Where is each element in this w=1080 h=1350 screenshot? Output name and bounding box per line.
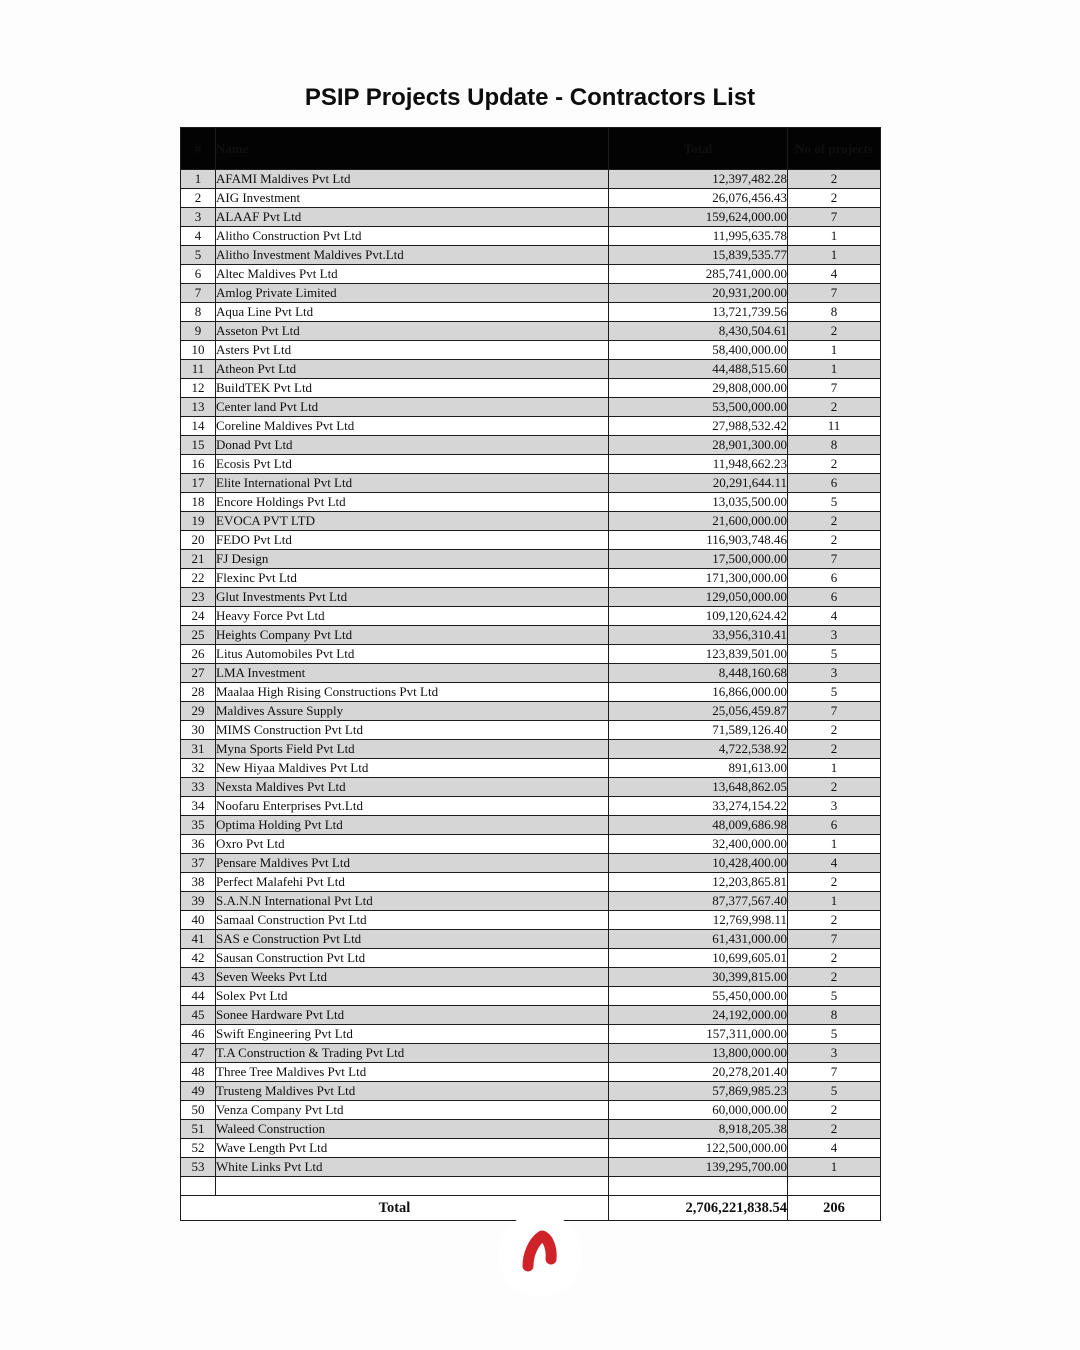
row-index: 40	[181, 911, 216, 930]
project-count: 7	[788, 208, 881, 227]
contractor-name: White Links Pvt Ltd	[216, 1158, 609, 1177]
row-index: 48	[181, 1063, 216, 1082]
row-index: 15	[181, 436, 216, 455]
project-count: 2	[788, 778, 881, 797]
contractor-total: 12,203,865.81	[609, 873, 788, 892]
row-index: 36	[181, 835, 216, 854]
col-header-total: Total	[609, 128, 788, 170]
header-row	[181, 128, 881, 170]
contractor-name: SAS e Construction Pvt Ltd	[216, 930, 609, 949]
table-row	[181, 892, 881, 911]
row-index: 19	[181, 512, 216, 531]
contractor-total: 16,866,000.00	[609, 683, 788, 702]
table-row	[181, 645, 881, 664]
contractor-total: 171,300,000.00	[609, 569, 788, 588]
contractor-total: 30,399,815.00	[609, 968, 788, 987]
project-count: 1	[788, 246, 881, 265]
table-row	[181, 417, 881, 436]
contractor-total: 109,120,624.42	[609, 607, 788, 626]
contractor-name: Glut Investments Pvt Ltd	[216, 588, 609, 607]
project-count: 2	[788, 740, 881, 759]
table-row	[181, 930, 881, 949]
row-index: 26	[181, 645, 216, 664]
row-index: 27	[181, 664, 216, 683]
contractor-total: 48,009,686.98	[609, 816, 788, 835]
contractor-name: Venza Company Pvt Ltd	[216, 1101, 609, 1120]
project-count: 1	[788, 835, 881, 854]
contractor-name: Center land Pvt Ltd	[216, 398, 609, 417]
contractor-total: 13,648,862.05	[609, 778, 788, 797]
contractor-total: 44,488,515.60	[609, 360, 788, 379]
contractor-total: 12,769,998.11	[609, 911, 788, 930]
project-count: 8	[788, 1006, 881, 1025]
project-count: 5	[788, 683, 881, 702]
contractor-total: 891,613.00	[609, 759, 788, 778]
contractor-name: S.A.N.N International Pvt Ltd	[216, 892, 609, 911]
project-count: 2	[788, 873, 881, 892]
row-index: 1	[181, 170, 216, 189]
row-index: 7	[181, 284, 216, 303]
contractor-total: 20,291,644.11	[609, 474, 788, 493]
table-header	[181, 128, 881, 170]
table-row	[181, 1025, 881, 1044]
table-row	[181, 1063, 881, 1082]
contractor-total: 33,956,310.41	[609, 626, 788, 645]
contractor-name: Litus Automobiles Pvt Ltd	[216, 645, 609, 664]
contractor-total: 139,295,700.00	[609, 1158, 788, 1177]
row-index: 10	[181, 341, 216, 360]
table-row	[181, 284, 881, 303]
contractor-total: 27,988,532.42	[609, 417, 788, 436]
contractor-name: Altec Maldives Pvt Ltd	[216, 265, 609, 284]
project-count: 5	[788, 1025, 881, 1044]
contractor-total: 157,311,000.00	[609, 1025, 788, 1044]
col-header-projects: No of projects	[788, 128, 881, 170]
row-index: 23	[181, 588, 216, 607]
contractor-total: 285,741,000.00	[609, 265, 788, 284]
contractors-table	[180, 127, 881, 1221]
table-row	[181, 1006, 881, 1025]
contractor-name: MIMS Construction Pvt Ltd	[216, 721, 609, 740]
table-row	[181, 1044, 881, 1063]
project-count: 1	[788, 360, 881, 379]
empty-row	[181, 1177, 881, 1196]
project-count: 5	[788, 493, 881, 512]
contractor-name: Swift Engineering Pvt Ltd	[216, 1025, 609, 1044]
contractor-name: Nexsta Maldives Pvt Ltd	[216, 778, 609, 797]
table-row	[181, 1158, 881, 1177]
contractor-total: 60,000,000.00	[609, 1101, 788, 1120]
red-swoosh-logo	[495, 1205, 585, 1295]
contractor-name: Alitho Investment Maldives Pvt.Ltd	[216, 246, 609, 265]
contractor-total: 61,431,000.00	[609, 930, 788, 949]
project-count: 2	[788, 1120, 881, 1139]
contractor-total: 11,995,635.78	[609, 227, 788, 246]
row-index: 20	[181, 531, 216, 550]
table-row	[181, 797, 881, 816]
table-row	[181, 550, 881, 569]
project-count: 7	[788, 379, 881, 398]
contractor-name: Wave Length Pvt Ltd	[216, 1139, 609, 1158]
table-row	[181, 588, 881, 607]
table-row	[181, 512, 881, 531]
row-index: 41	[181, 930, 216, 949]
table-row	[181, 360, 881, 379]
contractor-name: LMA Investment	[216, 664, 609, 683]
table-row	[181, 265, 881, 284]
contractor-name: AFAMI Maldives Pvt Ltd	[216, 170, 609, 189]
project-count: 6	[788, 569, 881, 588]
row-index: 42	[181, 949, 216, 968]
table-row	[181, 398, 881, 417]
table-body	[181, 170, 881, 1177]
table-row	[181, 949, 881, 968]
table-row	[181, 227, 881, 246]
row-index: 34	[181, 797, 216, 816]
row-index: 37	[181, 854, 216, 873]
row-index: 47	[181, 1044, 216, 1063]
row-index: 16	[181, 455, 216, 474]
contractor-total: 53,500,000.00	[609, 398, 788, 417]
contractor-name: Optima Holding Pvt Ltd	[216, 816, 609, 835]
table-row	[181, 626, 881, 645]
row-index: 2	[181, 189, 216, 208]
table-row	[181, 474, 881, 493]
project-count: 1	[788, 1158, 881, 1177]
contractor-name: Asters Pvt Ltd	[216, 341, 609, 360]
row-index: 44	[181, 987, 216, 1006]
contractor-name: FEDO Pvt Ltd	[216, 531, 609, 550]
table-row	[181, 854, 881, 873]
contractor-name: Noofaru Enterprises Pvt.Ltd	[216, 797, 609, 816]
table-row	[181, 322, 881, 341]
row-index: 49	[181, 1082, 216, 1101]
row-index: 29	[181, 702, 216, 721]
contractor-total: 58,400,000.00	[609, 341, 788, 360]
contractor-name: Perfect Malafehi Pvt Ltd	[216, 873, 609, 892]
project-count: 1	[788, 759, 881, 778]
table-row	[181, 303, 881, 322]
project-count: 4	[788, 607, 881, 626]
project-count: 4	[788, 1139, 881, 1158]
row-index: 11	[181, 360, 216, 379]
project-count: 6	[788, 816, 881, 835]
project-count: 1	[788, 892, 881, 911]
row-index: 31	[181, 740, 216, 759]
contractor-total: 25,056,459.87	[609, 702, 788, 721]
project-count: 4	[788, 265, 881, 284]
row-index: 53	[181, 1158, 216, 1177]
contractor-name: T.A Construction & Trading Pvt Ltd	[216, 1044, 609, 1063]
contractor-total: 57,869,985.23	[609, 1082, 788, 1101]
row-index: 45	[181, 1006, 216, 1025]
project-count: 7	[788, 284, 881, 303]
project-count: 2	[788, 1101, 881, 1120]
contractor-total: 10,428,400.00	[609, 854, 788, 873]
table-row	[181, 911, 881, 930]
row-index: 32	[181, 759, 216, 778]
contractor-total: 26,076,456.43	[609, 189, 788, 208]
contractor-total: 71,589,126.40	[609, 721, 788, 740]
contractor-name: Three Tree Maldives Pvt Ltd	[216, 1063, 609, 1082]
row-index: 9	[181, 322, 216, 341]
project-count: 5	[788, 645, 881, 664]
table-row	[181, 493, 881, 512]
project-count: 2	[788, 949, 881, 968]
table-row	[181, 835, 881, 854]
contractor-name: Coreline Maldives Pvt Ltd	[216, 417, 609, 436]
contractor-name: Solex Pvt Ltd	[216, 987, 609, 1006]
table-row	[181, 455, 881, 474]
table-row	[181, 379, 881, 398]
table-row	[181, 208, 881, 227]
contractor-name: Oxro Pvt Ltd	[216, 835, 609, 854]
table-row	[181, 683, 881, 702]
row-index: 46	[181, 1025, 216, 1044]
table-row	[181, 246, 881, 265]
contractor-name: Sausan Construction Pvt Ltd	[216, 949, 609, 968]
logo-background-circle	[498, 1213, 582, 1295]
contractor-name: FJ Design	[216, 550, 609, 569]
contractor-total: 15,839,535.77	[609, 246, 788, 265]
project-count: 2	[788, 398, 881, 417]
project-count: 6	[788, 474, 881, 493]
table-row	[181, 569, 881, 588]
col-header-index: #	[181, 128, 216, 170]
contractor-name: ALAAF Pvt Ltd	[216, 208, 609, 227]
project-count: 2	[788, 170, 881, 189]
row-index: 17	[181, 474, 216, 493]
contractor-name: Elite International Pvt Ltd	[216, 474, 609, 493]
table-row	[181, 778, 881, 797]
contractor-name: Seven Weeks Pvt Ltd	[216, 968, 609, 987]
project-count: 7	[788, 702, 881, 721]
contractor-total: 129,050,000.00	[609, 588, 788, 607]
project-count: 3	[788, 626, 881, 645]
project-count: 3	[788, 1044, 881, 1063]
row-index: 8	[181, 303, 216, 322]
contractor-total: 33,274,154.22	[609, 797, 788, 816]
contractor-name: Flexinc Pvt Ltd	[216, 569, 609, 588]
row-index: 28	[181, 683, 216, 702]
row-index: 50	[181, 1101, 216, 1120]
col-header-name: Name	[216, 128, 609, 170]
contractor-name: New Hiyaa Maldives Pvt Ltd	[216, 759, 609, 778]
contractor-name: Samaal Construction Pvt Ltd	[216, 911, 609, 930]
row-index: 12	[181, 379, 216, 398]
table-row	[181, 189, 881, 208]
table-row	[181, 987, 881, 1006]
row-index: 6	[181, 265, 216, 284]
contractor-name: Alitho Construction Pvt Ltd	[216, 227, 609, 246]
table-row	[181, 873, 881, 892]
row-index: 35	[181, 816, 216, 835]
contractor-name: BuildTEK Pvt Ltd	[216, 379, 609, 398]
contractor-total: 24,192,000.00	[609, 1006, 788, 1025]
contractor-name: Heavy Force Pvt Ltd	[216, 607, 609, 626]
project-count: 2	[788, 968, 881, 987]
contractor-name: Asseton Pvt Ltd	[216, 322, 609, 341]
contractor-name: Ecosis Pvt Ltd	[216, 455, 609, 474]
table-row	[181, 1120, 881, 1139]
contractor-total: 116,903,748.46	[609, 531, 788, 550]
grand-total-projects: 206	[788, 1196, 881, 1221]
contractor-name: Atheon Pvt Ltd	[216, 360, 609, 379]
row-index: 5	[181, 246, 216, 265]
row-index: 33	[181, 778, 216, 797]
contractor-total: 10,699,605.01	[609, 949, 788, 968]
contractor-total: 13,035,500.00	[609, 493, 788, 512]
table-row	[181, 531, 881, 550]
project-count: 4	[788, 854, 881, 873]
project-count: 1	[788, 341, 881, 360]
project-count: 7	[788, 1063, 881, 1082]
contractor-total: 20,278,201.40	[609, 1063, 788, 1082]
grand-total-value: 2,706,221,838.54	[609, 1196, 788, 1221]
project-count: 7	[788, 930, 881, 949]
row-index: 14	[181, 417, 216, 436]
project-count: 2	[788, 455, 881, 474]
contractor-total: 12,397,482.28	[609, 170, 788, 189]
table-row	[181, 759, 881, 778]
row-index: 38	[181, 873, 216, 892]
contractor-total: 87,377,567.40	[609, 892, 788, 911]
project-count: 5	[788, 987, 881, 1006]
contractor-name: Amlog Private Limited	[216, 284, 609, 303]
contractor-total: 55,450,000.00	[609, 987, 788, 1006]
table-row	[181, 341, 881, 360]
contractor-name: Encore Holdings Pvt Ltd	[216, 493, 609, 512]
project-count: 5	[788, 1082, 881, 1101]
row-index: 52	[181, 1139, 216, 1158]
project-count: 2	[788, 512, 881, 531]
grand-total-label: Total	[181, 1196, 609, 1221]
project-count: 2	[788, 322, 881, 341]
row-index: 13	[181, 398, 216, 417]
contractor-total: 13,800,000.00	[609, 1044, 788, 1063]
row-index: 22	[181, 569, 216, 588]
project-count: 7	[788, 550, 881, 569]
table-row	[181, 1082, 881, 1101]
table-row	[181, 436, 881, 455]
contractor-name: AIG Investment	[216, 189, 609, 208]
contractor-name: Trusteng Maldives Pvt Ltd	[216, 1082, 609, 1101]
contractor-total: 17,500,000.00	[609, 550, 788, 569]
contractor-name: Waleed Construction	[216, 1120, 609, 1139]
row-index: 30	[181, 721, 216, 740]
project-count: 8	[788, 436, 881, 455]
row-index: 43	[181, 968, 216, 987]
contractor-total: 20,931,200.00	[609, 284, 788, 303]
row-index: 3	[181, 208, 216, 227]
contractor-total: 32,400,000.00	[609, 835, 788, 854]
contractor-total: 29,808,000.00	[609, 379, 788, 398]
contractor-total: 8,448,160.68	[609, 664, 788, 683]
table-row	[181, 1101, 881, 1120]
contractor-total: 13,721,739.56	[609, 303, 788, 322]
project-count: 2	[788, 721, 881, 740]
contractor-name: Maalaa High Rising Constructions Pvt Ltd	[216, 683, 609, 702]
contractor-total: 8,918,205.38	[609, 1120, 788, 1139]
contractor-name: Myna Sports Field Pvt Ltd	[216, 740, 609, 759]
table-row	[181, 607, 881, 626]
table-row	[181, 664, 881, 683]
contractor-total: 21,600,000.00	[609, 512, 788, 531]
project-count: 3	[788, 664, 881, 683]
table-row	[181, 1139, 881, 1158]
row-index: 4	[181, 227, 216, 246]
project-count: 6	[788, 588, 881, 607]
table-row	[181, 740, 881, 759]
table-row	[181, 816, 881, 835]
contractor-total: 28,901,300.00	[609, 436, 788, 455]
row-index: 18	[181, 493, 216, 512]
contractor-total: 4,722,538.92	[609, 740, 788, 759]
row-index: 25	[181, 626, 216, 645]
contractor-name: Heights Company Pvt Ltd	[216, 626, 609, 645]
project-count: 11	[788, 417, 881, 436]
contractor-total: 159,624,000.00	[609, 208, 788, 227]
contractor-name: EVOCA PVT LTD	[216, 512, 609, 531]
contractor-name: Pensare Maldives Pvt Ltd	[216, 854, 609, 873]
project-count: 2	[788, 189, 881, 208]
project-count: 2	[788, 911, 881, 930]
row-index: 39	[181, 892, 216, 911]
table-row	[181, 170, 881, 189]
row-index: 21	[181, 550, 216, 569]
contractor-name: Aqua Line Pvt Ltd	[216, 303, 609, 322]
project-count: 1	[788, 227, 881, 246]
row-index: 24	[181, 607, 216, 626]
project-count: 8	[788, 303, 881, 322]
table-row	[181, 702, 881, 721]
contractor-total: 122,500,000.00	[609, 1139, 788, 1158]
row-index: 51	[181, 1120, 216, 1139]
contractor-name: Donad Pvt Ltd	[216, 436, 609, 455]
page-title: PSIP Projects Update - Contractors List	[304, 84, 756, 111]
project-count: 2	[788, 531, 881, 550]
contractor-name: Maldives Assure Supply	[216, 702, 609, 721]
contractor-total: 8,430,504.61	[609, 322, 788, 341]
contractor-total: 11,948,662.23	[609, 455, 788, 474]
contractor-total: 123,839,501.00	[609, 645, 788, 664]
table-row	[181, 968, 881, 987]
table-row	[181, 721, 881, 740]
contractor-name: Sonee Hardware Pvt Ltd	[216, 1006, 609, 1025]
project-count: 3	[788, 797, 881, 816]
